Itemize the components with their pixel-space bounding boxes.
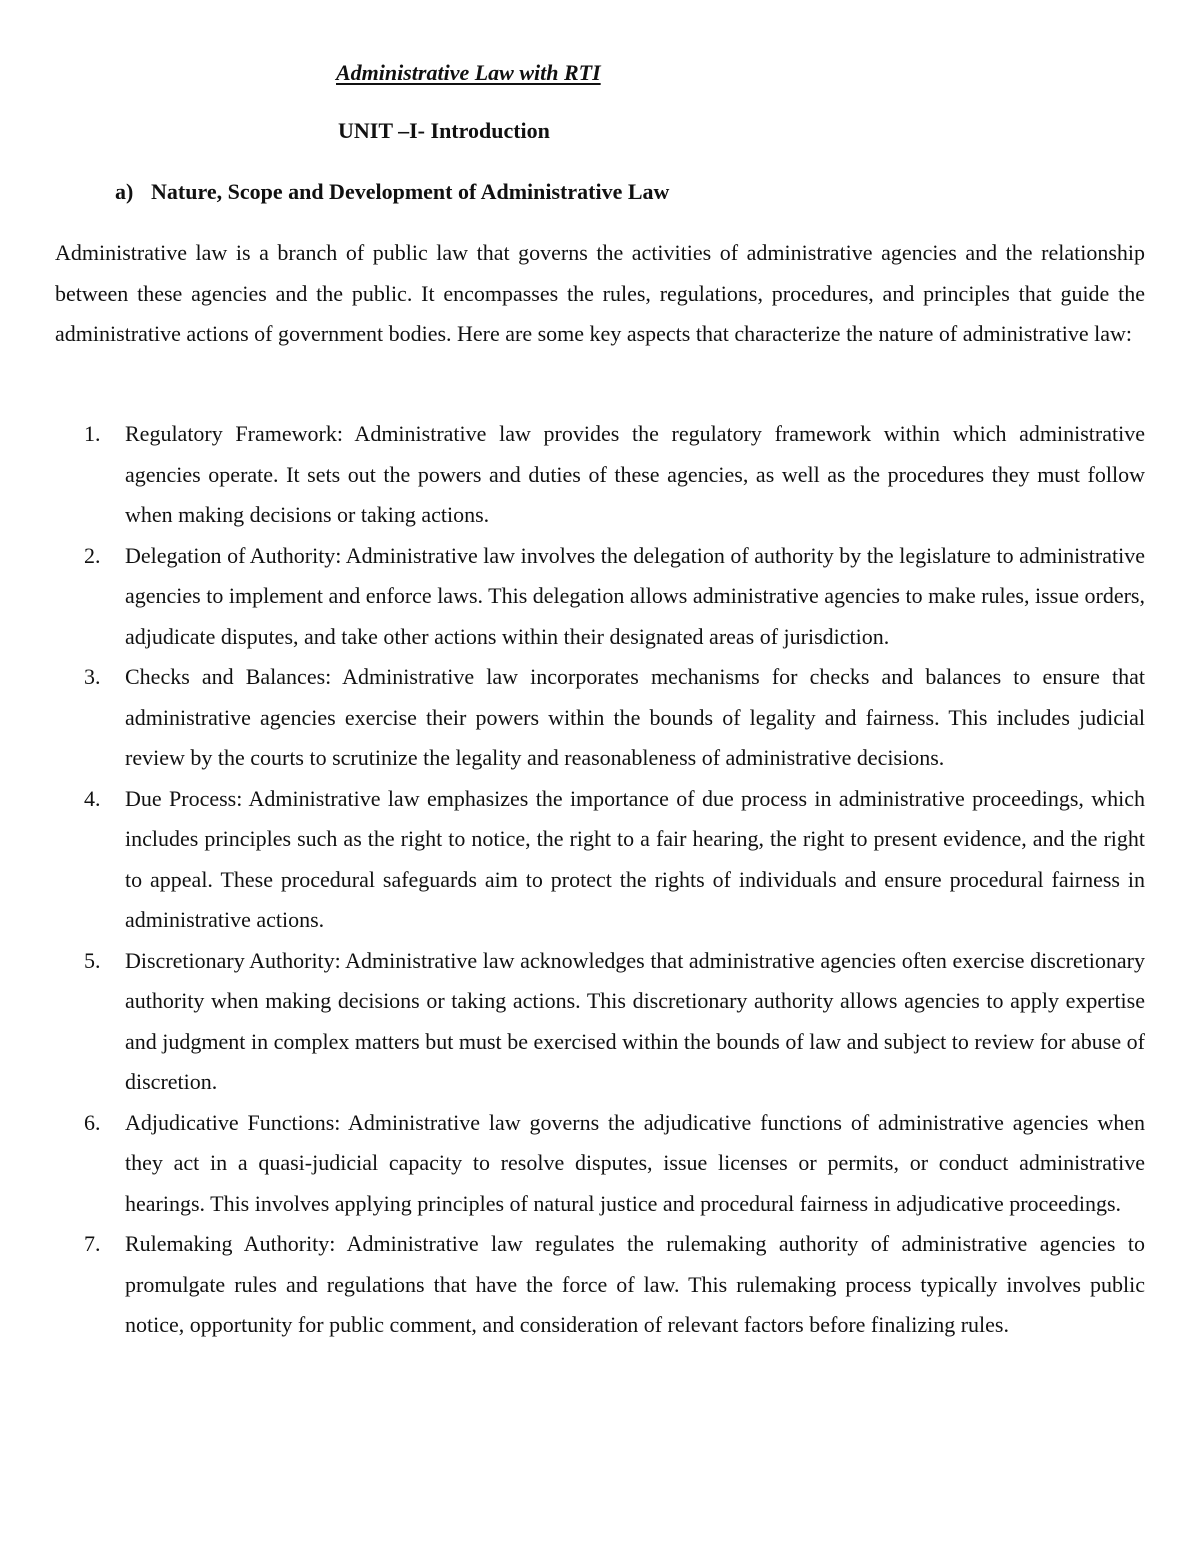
section-heading [115, 177, 669, 207]
list-item-number: 3. [84, 664, 101, 689]
list-item-number: 4. [84, 785, 101, 811]
list-item [70, 536, 1145, 658]
list-item-number: 2. [84, 542, 101, 568]
list-item-text: Checks and Balances: Administrative law incorporates mechanisms for checks and balances to ensure that administrative agencies exercise their powers within the bounds of legality and fairness. This includes judicial review by the courts to scrutinize the legality and reasonableness of administrative decisions. [125, 664, 1145, 770]
intro-paragraph: Administrative law is a branch of public law that governs the activities of administrative agencies and the relationship between these agencies and the public. It encompasses the rules, regulations, procedures, and principles that guide the administrative actions of government bodies. Here are some key aspects that characterize the nature of administrative law: [55, 240, 1145, 346]
list-item-text: Regulatory Framework: Administrative law provides the regulatory framework within which administrative agencies operate. It sets out the powers and duties of these agencies, as well as the procedures they must follow when making decisions or taking actions. [125, 421, 1145, 527]
list-item [70, 657, 1145, 779]
list-item-text: Rulemaking Authority: Administrative law regulates the rulemaking authority of administrative agencies to promulgate rules and regulations that have the force of law. This rulemaking process typically involves public notice, opportunity for public comment, and consideration of relevant factors before finalizing rules. [125, 1231, 1145, 1337]
list-item [70, 1224, 1145, 1346]
list-item [70, 779, 1145, 941]
aspects-list [70, 414, 1145, 1346]
list-item-number: 1. [84, 421, 101, 446]
list-item [70, 1103, 1145, 1225]
unit-heading: UNIT –I- Introduction [338, 118, 550, 143]
section-title: Nature, Scope and Development of Administrative Law [151, 179, 670, 204]
document-title: Administrative Law with RTI [336, 60, 601, 85]
list-item-text: Discretionary Authority: Administrative law acknowledges that administrative agencies often exercise discretionary authority when making decisions or taking actions. This discretionary authority allows agencies to apply expertise and judgment in complex matters but must be exercised within the bounds of law and subject to review for abuse of discretion. [125, 947, 1145, 1094]
section-label: a) [115, 179, 134, 204]
list-item [70, 941, 1145, 1103]
list-item-text: Adjudicative Functions: Administrative law governs the adjudicative functions of administrative agencies when they act in a quasi-judicial capacity to resolve disputes, issue licenses or permits, or conduct administrative hearings. This involves applying principles of natural justice and procedural fairness in adjudicative proceedings. [125, 1109, 1145, 1216]
list-item [70, 414, 1145, 536]
list-item-text: Delegation of Authority: Administrative law involves the delegation of authority by the legislature to administrative agencies to implement and enforce laws. This delegation allows administrative agencies to make rules, issue orders, adjudicate disputes, and take other actions within their designated areas of jurisdiction. [125, 542, 1145, 649]
list-item-number: 5. [84, 947, 101, 973]
list-item-text: Due Process: Administrative law emphasizes the importance of due process in administrative proceedings, which includes principles such as the right to notice, the right to a fair hearing, the right to present evidence, and the right to appeal. These procedural safeguards aim to protect the rights of individuals and ensure procedural fairness in administrative actions. [125, 785, 1145, 932]
list-item-number: 7. [84, 1231, 101, 1256]
list-item-number: 6. [84, 1109, 101, 1135]
